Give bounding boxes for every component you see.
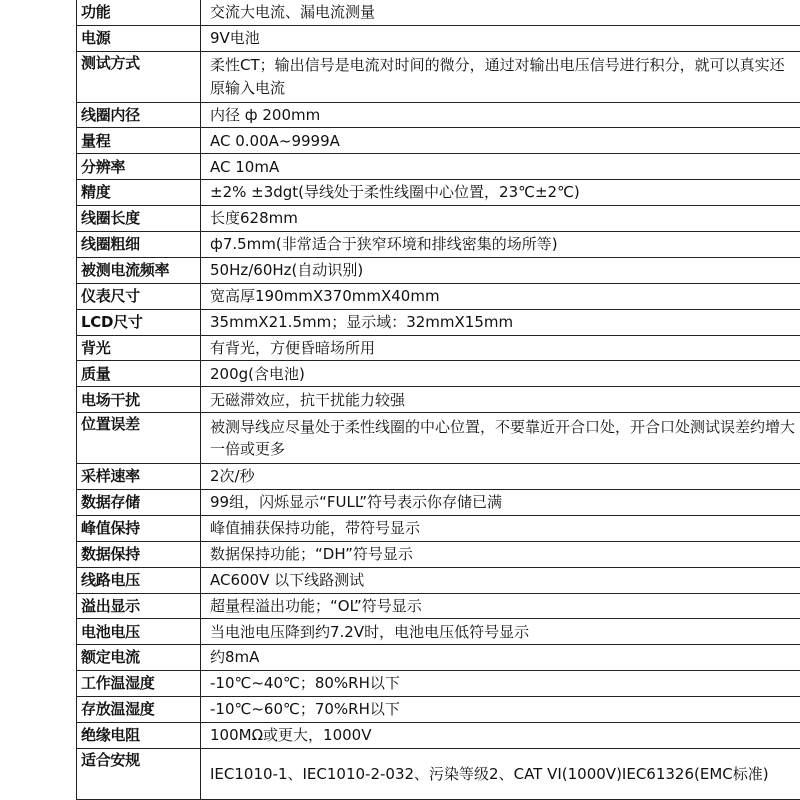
table-row: [77, 567, 800, 593]
spec-value: AC 0.00A~9999A: [201, 128, 800, 154]
table-row: [77, 489, 800, 515]
table-row: [77, 257, 800, 283]
spec-value: 被测导线应尽量处于柔性线圈的中心位置，不要靠近开合口处，开合口处测试误差约增大一倍或更多: [201, 413, 800, 464]
spec-label: 分辨率: [77, 154, 201, 180]
spec-value: 50Hz/60Hz(自动识别): [201, 257, 800, 283]
spec-label: 存放温湿度: [77, 697, 201, 723]
table-row: [77, 722, 800, 748]
spec-label: 线圈长度: [77, 206, 201, 232]
spec-value: 当电池电压降到约7.2V时，电池电压低符号显示: [201, 619, 800, 645]
table-row: [77, 748, 800, 799]
table-row: [77, 0, 800, 25]
spec-value: ф7.5mm(非常适合于狭窄环境和排线密集的场所等): [201, 232, 800, 258]
spec-label: 电源: [77, 25, 201, 51]
spec-label: 仪表尺寸: [77, 283, 201, 309]
spec-label: 电场干扰: [77, 387, 201, 413]
table-row: [77, 413, 800, 464]
spec-value: 长度628mm: [201, 206, 800, 232]
spec-label: 溢出显示: [77, 593, 201, 619]
spec-value: AC 10mA: [201, 154, 800, 180]
table-row: [77, 180, 800, 206]
spec-label: 采样速率: [77, 464, 201, 490]
spec-label: 线圈内径: [77, 102, 201, 128]
table-row: [77, 697, 800, 723]
spec-value: IEC1010-1、IEC1010-2-032、污染等级2、CAT VI(1000V)IEC61326(EMC标准): [201, 748, 800, 799]
spec-value: -10℃~60℃；70%RH以下: [201, 697, 800, 723]
spec-label: 被测电流频率: [77, 257, 201, 283]
spec-label: 额定电流: [77, 645, 201, 671]
spec-label: 数据存储: [77, 489, 201, 515]
spec-value: 峰值捕获保持功能，带符号显示: [201, 515, 800, 541]
table-row: [77, 335, 800, 361]
spec-label: 数据保持: [77, 541, 201, 567]
spec-label: 线圈粗细: [77, 232, 201, 258]
spec-value: ±2% ±3dgt(导线处于柔性线圈中心位置，23℃±2℃): [201, 180, 800, 206]
spec-value: 超量程溢出功能；“OL”符号显示: [201, 593, 800, 619]
table-row: [77, 206, 800, 232]
spec-label: 背光: [77, 335, 201, 361]
spec-value: 9V电池: [201, 25, 800, 51]
table-row: [77, 593, 800, 619]
table-row: [77, 671, 800, 697]
spec-value: 内径 ф 200mm: [201, 102, 800, 128]
spec-value: 无磁滞效应，抗干扰能力较强: [201, 387, 800, 413]
spec-value: 柔性CT；输出信号是电流对时间的微分，通过对输出电压信号进行积分，就可以真实还原输入电流: [201, 51, 800, 102]
spec-label: 适合安规: [77, 748, 201, 799]
spec-label: 线路电压: [77, 567, 201, 593]
table-row: [77, 619, 800, 645]
spec-value: 99组，闪烁显示“FULL”符号表示你存储已满: [201, 489, 800, 515]
table-row: [77, 309, 800, 335]
table-row: [77, 154, 800, 180]
table-row: [77, 387, 800, 413]
spec-value: 35mmX21.5mm；显示域：32mmX15mm: [201, 309, 800, 335]
spec-sheet: [76, 0, 800, 800]
spec-value: 100MΩ或更大，1000V: [201, 722, 800, 748]
spec-value: 约8mA: [201, 645, 800, 671]
spec-label: 质量: [77, 361, 201, 387]
table-row: [77, 361, 800, 387]
table-row: [77, 102, 800, 128]
spec-value: 宽高厚190mmX370mmX40mm: [201, 283, 800, 309]
spec-value: 数据保持功能；“DH”符号显示: [201, 541, 800, 567]
spec-value: 交流大电流、漏电流测量: [201, 0, 800, 25]
table-row: [77, 464, 800, 490]
spec-value: 有背光，方便昏暗场所用: [201, 335, 800, 361]
spec-table: [76, 0, 800, 800]
spec-label: 峰值保持: [77, 515, 201, 541]
spec-label: 功能: [77, 0, 201, 25]
spec-label: 测试方式: [77, 51, 201, 102]
spec-label: 电池电压: [77, 619, 201, 645]
table-row: [77, 128, 800, 154]
spec-label: 位置误差: [77, 413, 201, 464]
spec-label: 绝缘电阻: [77, 722, 201, 748]
table-row: [77, 515, 800, 541]
table-row: [77, 232, 800, 258]
spec-value: AC600V 以下线路测试: [201, 567, 800, 593]
table-row: [77, 645, 800, 671]
table-row: [77, 541, 800, 567]
table-row: [77, 51, 800, 102]
spec-label: 工作温湿度: [77, 671, 201, 697]
spec-label: 精度: [77, 180, 201, 206]
spec-value: 2次/秒: [201, 464, 800, 490]
spec-value: -10℃~40℃；80%RH以下: [201, 671, 800, 697]
spec-value: 200g(含电池): [201, 361, 800, 387]
table-row: [77, 25, 800, 51]
spec-label: 量程: [77, 128, 201, 154]
spec-label: LCD尺寸: [77, 309, 201, 335]
table-row: [77, 283, 800, 309]
